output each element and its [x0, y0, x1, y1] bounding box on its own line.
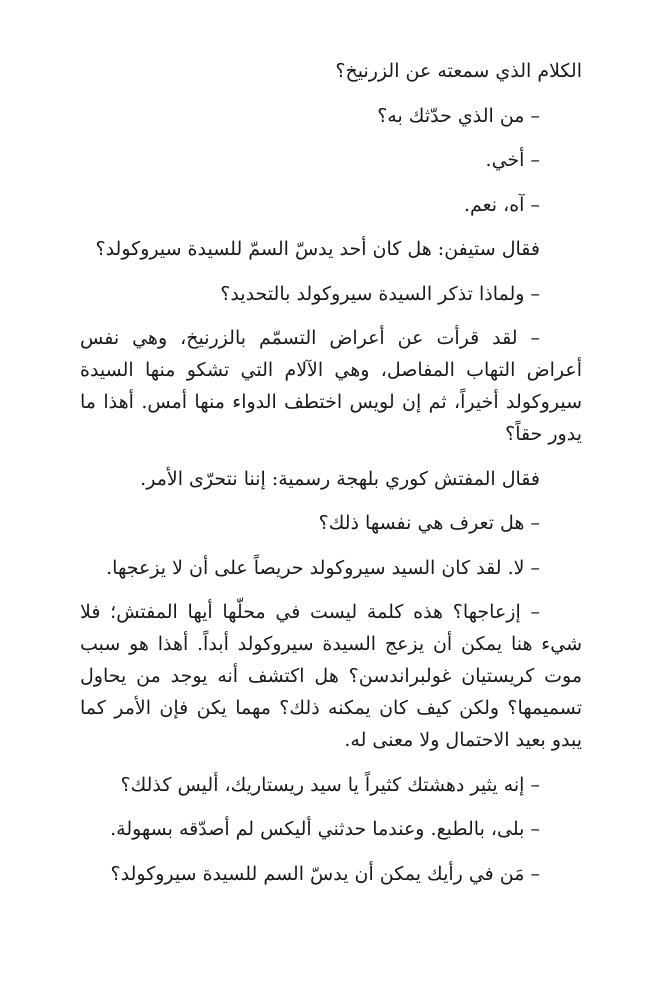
paragraph-1: الكلام الذي سمعته عن الزرنيخ؟: [335, 60, 582, 82]
paragraph-7: – لقد قرأت عن أعراض التسمّم بالزرنيخ، وهي نفس أعراض التهاب المفاصل، وهي الآلام التي تشكو منها السيدة سيروكولد أخيراً، ثم إن لويس اختطف الدواء منها أمس. أهذا ما يدور حقاً؟: [80, 327, 582, 445]
paragraph-5: فقال ستيفن: هل كان أحد يدسّ السمّ للسيدة سيروكولد؟: [95, 238, 540, 260]
paragraph-12: – إنه يثير دهشتك كثيراً يا سيد ريستاريك، أليس كذلك؟: [120, 773, 540, 796]
paragraph-9: – هل تعرف هي نفسها ذلك؟: [318, 512, 540, 534]
paragraph-10: – لا. لقد كان السيد سيروكولد حريصاً على أن لا يزعجها.: [106, 556, 540, 579]
paragraph-3: – أخي.: [485, 149, 540, 171]
paragraph-6: – ولماذا تذكر السيدة سيروكولد بالتحديد؟: [220, 282, 540, 305]
paragraph-14: – مَن في رأيك يمكن أن يدسّ السم للسيدة سيروكولد؟: [110, 862, 540, 885]
paragraph-4: – آه، نعم.: [463, 193, 540, 216]
book-page: [80, 55, 582, 902]
paragraph-2: – من الذي حدّثك به؟: [377, 104, 540, 127]
paragraph-8: فقال المفتش كوري بلهجة رسمية: إننا نتحرّى الأمر.: [140, 467, 540, 490]
paragraph-11: – إزعاجها؟ هذه كلمة ليست في محلّها أيها المفتش؛ فلا شيء هنا يمكن أن يزعج السيدة سيروكولد أبداً. أهذا هو سبب موت كريستيان غولبراندسن؟ هل اكتشف أنه يوجد من يحاول تسميمها؟ ولكن كيف كان يمكنه ذلك؟ مهما يكن فإن الأمر كما يبدو بعيد الاحتمال ولا معنى له.: [80, 601, 582, 751]
paragraph-13: – بلى، بالطبع. وعندما حدثني أليكس لم أصدّقه بسهولة.: [110, 818, 540, 840]
